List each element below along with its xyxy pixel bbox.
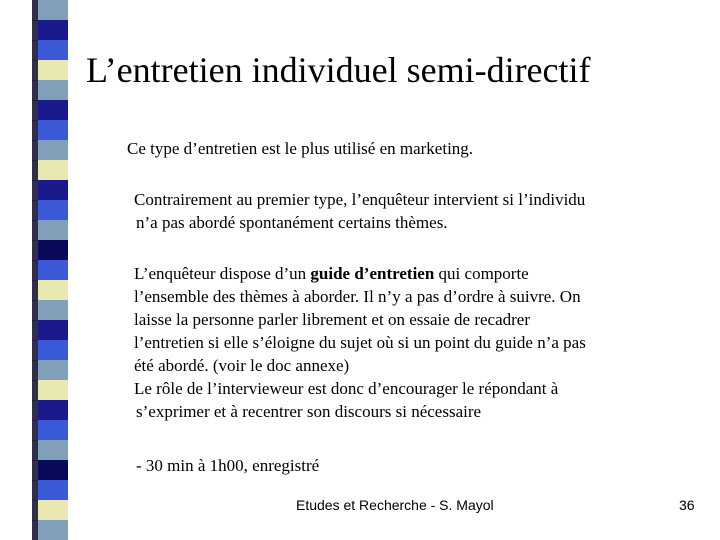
stripe-block — [38, 260, 68, 281]
stripe-block — [38, 180, 68, 201]
page-number: 36 — [679, 497, 695, 513]
paragraph-role — [134, 377, 679, 423]
stripe-block — [38, 360, 68, 381]
stripe-shadow — [32, 80, 38, 101]
stripe-block — [38, 240, 68, 261]
stripe-shadow — [32, 360, 38, 381]
stripe-block — [38, 140, 68, 161]
stripe-block — [38, 220, 68, 241]
stripe-block — [38, 80, 68, 101]
paragraph-line: laisse la personne parler librement et on essaie de recadrer — [134, 310, 531, 329]
footer-text: Etudes et Recherche - S. Mayol — [296, 497, 494, 513]
stripe-block — [38, 300, 68, 321]
decorative-stripe — [0, 0, 68, 540]
stripe-shadow — [32, 320, 38, 341]
paragraph-guide — [134, 262, 679, 377]
stripe-shadow — [32, 180, 38, 201]
stripe-shadow — [32, 240, 38, 261]
stripe-block — [38, 340, 68, 361]
stripe-block — [38, 0, 68, 21]
stripe-shadow — [32, 300, 38, 321]
paragraph-line: Contrairement au premier type, l’enquêteur intervient si l’individu — [134, 190, 586, 209]
stripe-shadow — [32, 20, 38, 41]
stripe-block — [38, 200, 68, 221]
stripe-shadow — [32, 40, 38, 61]
stripe-block — [38, 500, 68, 521]
paragraph-line: Le rôle de l’intervieweur est donc d’encourager le répondant à — [134, 379, 559, 398]
stripe-shadow — [32, 260, 38, 281]
stripe-shadow — [32, 160, 38, 181]
paragraph-contrast — [134, 188, 679, 234]
stripe-shadow — [32, 0, 38, 21]
stripe-shadow — [32, 500, 38, 521]
stripe-shadow — [32, 120, 38, 141]
stripe-block — [38, 40, 68, 61]
stripe-block — [38, 440, 68, 461]
paragraph-intro: Ce type d’entretien est le plus utilisé en marketing. — [127, 139, 474, 158]
stripe-block — [38, 460, 68, 481]
stripe-block — [38, 100, 68, 121]
paragraph-line: été abordé. (voir le doc annexe) — [134, 356, 350, 375]
stripe-block — [38, 60, 68, 81]
bold-term: guide d’entretien — [310, 264, 435, 283]
paragraph-line: n’a pas abordé spontanément certains thèmes. — [136, 213, 448, 232]
stripe-block — [38, 520, 68, 540]
paragraph-line — [134, 262, 679, 285]
paragraph-line: l’entretien si elle s’éloigne du sujet où si un point du guide n’a pas — [134, 333, 586, 352]
stripe-block — [38, 420, 68, 441]
stripe-block — [38, 20, 68, 41]
text-run: qui comporte — [434, 264, 529, 283]
slide-title: L’entretien individuel semi-directif — [86, 50, 591, 90]
stripe-block — [38, 400, 68, 421]
stripe-shadow — [32, 340, 38, 361]
stripe-shadow — [32, 60, 38, 81]
stripe-shadow — [32, 380, 38, 401]
stripe-shadow — [32, 520, 38, 540]
stripe-shadow — [32, 220, 38, 241]
stripe-block — [38, 160, 68, 181]
stripe-shadow — [32, 440, 38, 461]
stripe-shadow — [32, 280, 38, 301]
stripe-shadow — [32, 400, 38, 421]
text-run: L’enquêteur dispose d’un — [134, 264, 311, 283]
paragraph-line: l’ensemble des thèmes à aborder. Il n’y a pas d’ordre à suivre. On — [134, 287, 581, 306]
stripe-block — [38, 120, 68, 141]
paragraph-duration: - 30 min à 1h00, enregistré — [136, 456, 320, 475]
stripe-block — [38, 480, 68, 501]
stripe-shadow — [32, 480, 38, 501]
stripe-shadow — [32, 140, 38, 161]
stripe-block — [38, 380, 68, 401]
stripe-shadow — [32, 100, 38, 121]
paragraph-line: s’exprimer et à recentrer son discours si nécessaire — [136, 402, 482, 421]
stripe-shadow — [32, 420, 38, 441]
stripe-shadow — [32, 460, 38, 481]
stripe-shadow — [32, 200, 38, 221]
stripe-block — [38, 320, 68, 341]
stripe-block — [38, 280, 68, 301]
